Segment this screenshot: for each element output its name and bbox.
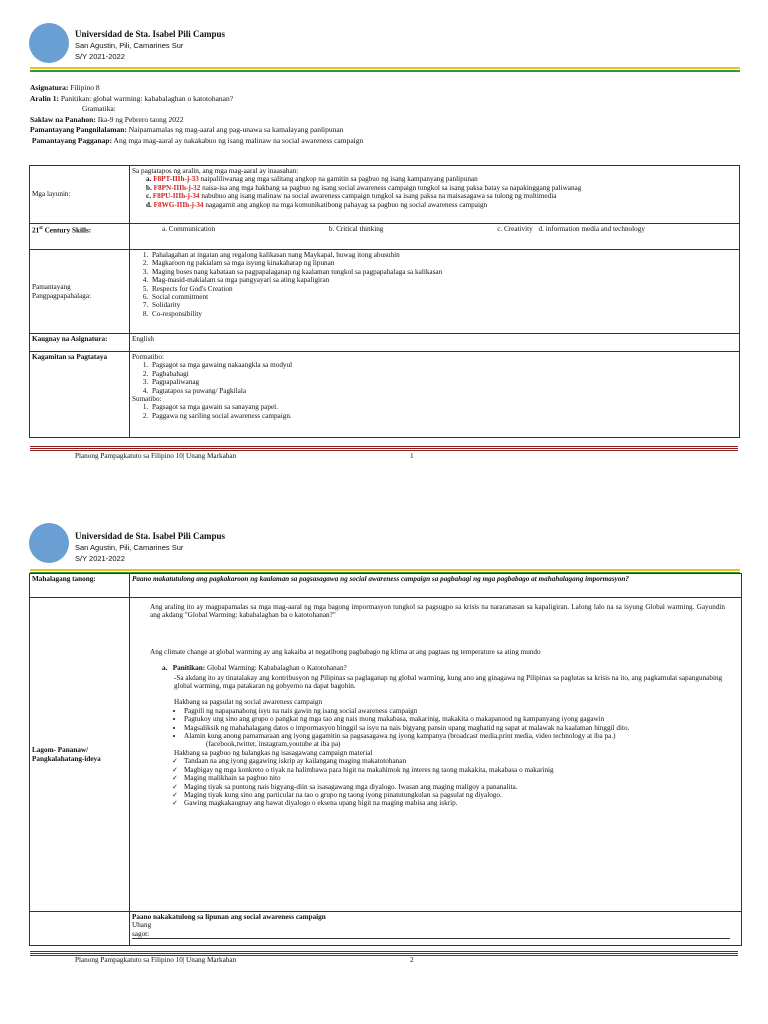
- skill-item: a. Communication: [162, 225, 216, 233]
- skill-item: d. information media and technology: [538, 225, 645, 233]
- layunin-label: Mga layunin:: [30, 166, 130, 224]
- empty-label-cell: [30, 912, 130, 946]
- balangkas-list: [132, 757, 739, 807]
- checklist-item: ✓ Maging tiyak sa puntong nais bigyang-diin sa isasagawang mga diyalogo. Iwasan ang maging maligoy a pananalita.: [184, 783, 739, 791]
- footer-rule: [30, 446, 738, 451]
- pagpapahalaga-cell: [130, 250, 740, 334]
- checklist-item: ✓ Maging malikhain sa pagbuo nito: [184, 774, 739, 782]
- lagom-cell: [130, 598, 742, 912]
- question-text: Paano nakakatulong sa lipunan ang social awareness campaign: [132, 913, 326, 921]
- page-number: 1: [410, 452, 414, 460]
- list-item: 2. Magkaroon ng pakialam sa mga isyung kinakaharap ng lipunan: [150, 259, 737, 267]
- list-item: 4. Pagtatapos sa puwang/ Pagkilala: [150, 387, 737, 395]
- pagganap-value: Ang mga mag-aaral ay nakakabuo ng isang malinaw na social awareness campaign: [112, 135, 364, 145]
- gramatika-label: Gramatika:: [82, 104, 116, 113]
- list-item: 3. Maging boses nang kabataan sa pagpapalaganap ng kaalaman tungkol sa pagpapahalaga sa kalikasan: [150, 268, 737, 276]
- list-item: 5. Respects for God's Creation: [150, 285, 737, 293]
- list-item: • Pagpili ng napapanahong isyu na nais gawin ng isang social awareness campaign: [184, 707, 739, 715]
- list-item: 3. Pagpapaliwanag: [150, 378, 737, 386]
- skill-item: c. Creativity: [497, 225, 533, 233]
- list-item: 6. Social commitment: [150, 293, 737, 301]
- list-item: 7. Solidarity: [150, 301, 737, 309]
- lagom-label: Lagom- Pananaw/ Pangkalahatang-ideya: [30, 598, 130, 912]
- lesson-table-2: [29, 573, 742, 946]
- list-item: 8. Co-responsibility: [150, 310, 737, 318]
- hakbang-title: Hakbang sa pagsulat ng social awareness campaign: [174, 698, 323, 707]
- page-2: [0, 500, 768, 1024]
- layunin-item: b. F8PN-IIIh-j-32 naisa-isa ang mga hakbang sa pagbuo ng isang social awareness campaign tungkol sa isang paksa batay sa napakinggang paliwanag: [146, 183, 582, 192]
- layunin-list: [132, 175, 737, 209]
- university-name: Universidad de Sta. Isabel Pili Campus: [75, 29, 226, 39]
- page-number: 2: [410, 956, 414, 964]
- pagganap-label: Pamantayang Pagganap:: [31, 135, 113, 145]
- layunin-intro: Sa pagtatapos ng aralin, ang mga mag-aaral ay inaasahan:: [132, 167, 299, 175]
- skills-label: 21st Century Skills:: [30, 224, 130, 250]
- checklist-item: ✓ Gawing magkakaugnay ang bawat diyalogo o eksena upang higit na maging mabisa ang iskrip.: [184, 799, 739, 807]
- page-footer: [75, 452, 414, 460]
- page-header: [75, 29, 225, 62]
- list-item: 1. Pagsagot sa mga gawain sa sanayang papel.: [150, 403, 737, 411]
- checklist-item: ✓ Magbigay ng mga konkreto o tiyak na halimbawa para higit na makahimok ng interes ng taong makakita, makabasa o makarinig: [184, 766, 739, 774]
- aralin-label: Aralin 1:: [30, 93, 59, 103]
- kaugnay-value: English: [130, 334, 740, 352]
- page-footer: [75, 956, 414, 964]
- layunin-item: d. F8WG-IIIh-j-34 nagagamit ang angkop na mga komunikatibong pahayag sa pagbuo ng social awareness campaign: [146, 200, 488, 209]
- page-header: [75, 531, 225, 564]
- uhang-label: Uhang: [132, 921, 152, 930]
- panitikan-line: a. Panitikan: Global Warming: Kababalaghan o Katotohanan?: [162, 664, 347, 673]
- sagot-line: sagot:: [132, 930, 730, 939]
- footer-text: Planong Pampagkatuto sa Filipino 10| Unang Markahan: [75, 452, 237, 460]
- pagpapahalaga-label: Pamantayang Pangpagpapahalaga:: [30, 250, 130, 334]
- hakbang-list: [132, 707, 739, 741]
- list-item: • Pagtukoy ung sino ang grupo o pangkat ng mga tao ang nais mong makabasa, makarinig, makakita o makapanood ng kampanyang iyong gagawin: [184, 715, 739, 723]
- akda-summary: -Sa akdang ito ay tinatalakay ang kontribusyon ng Pilipinas sa paglaganap ng global warming, kung ano ang ginagawa ng Pilipinas sa paglutas sa krisis na ito, ang pagkamulat sapangunabing global warming, mga patakaran ng gobyerno na dapat bagohin.: [174, 673, 723, 691]
- page-1: [0, 0, 768, 490]
- list-item: • Alamin kung anong pamamaraan ang iyong gagamitin sa pagsasagawa ng iyong kampanya (broadcast media,print media, video technology at iba pa.): [184, 732, 739, 740]
- kagamitan-label: Kagamitan sa Pagtataya: [30, 352, 130, 438]
- question-cell: [130, 912, 742, 946]
- tanong-value: Paano makatutulong ang pagkakaroon ng kaalaman sa pagsasagawa ng social awareness campaign sa pagbahagi ng mga pagbabago at mahahalagang impormasyon?: [130, 574, 742, 598]
- pormatibo-list: [132, 361, 737, 395]
- pangnilalaman-value: Naipamamalas ng mag-aaral ang pag-unawa sa kamalayang panlipunan: [126, 125, 344, 134]
- sumatibo-list: [132, 403, 737, 420]
- layunin-cell: [130, 166, 740, 224]
- aralin-value: Panitikan: global warming: kababalaghan o katotohanan?: [58, 93, 234, 103]
- kagamitan-cell: [130, 352, 740, 438]
- skills-cell: [130, 224, 740, 250]
- saklaw-value: Ika-9 ng Pebrero taong 2022: [95, 114, 184, 124]
- school-year: S/Y 2021-2022: [75, 554, 125, 563]
- asignatura-label: Asignatura:: [30, 83, 69, 92]
- media-examples: (facebook,twitter, instagram,youtube at iba pa): [206, 740, 341, 749]
- kaugnay-label: Kaugnay na Asignatura:: [30, 334, 130, 352]
- lagom-intro: Ang araling ito ay magpapamalas sa mga mag-aaral ng mga bagong impormasyon tungkol sa pagsugpo sa krisis na nararanasan sa kapaligiran. Lalong lalo na sa isyung Global warming. Gayundin ang akdang "Global Warming: kababalaghan ba o katotohanan?": [150, 603, 725, 620]
- balangkas-title: Hakbang sa pagbuo ng balangkas ng isasagawang campaign material: [174, 748, 373, 757]
- lesson-meta: [30, 83, 730, 146]
- list-item: • Magsaliksik ng mahahalagang datos o impormasyon hinggil sa isyu na nais bigyang pansin upang maghatid ng sapat at malawak na kaalaman hinggil dito.: [184, 724, 739, 732]
- checklist-item: ✓ Maging tiyak kung sino ang particular na tao o grupo ng taong iyong pinatutungkulan sa pagsulat ng diyalogo.: [184, 791, 739, 799]
- layunin-item: a. F8PT-IIIh-j-33 naipaliliwanag ang mga salitang angkop na gamitin sa pagbuo ng isang kampanyang panlipunan: [146, 175, 478, 184]
- pagpapahalaga-list: [132, 251, 737, 318]
- pormatibo-label: Pormatibo:: [132, 353, 164, 361]
- saklaw-label: Saklaw na Panahon:: [30, 114, 96, 124]
- skill-item: b. Critical thinking: [328, 225, 384, 233]
- climate-paragraph: Ang climate change at global warming ay ang kakaiba at negatibong pagbabago ng klima at ang pagtaas ng temperature sa ating mundo: [150, 647, 541, 656]
- checklist-item: ✓ Tandaan na ang iyong gagawing iskrip ay kailangang maging makatotohanan: [184, 757, 739, 765]
- list-item: 4. Mag-masid-makialam sa mga pangyayari sa ating kapaligiran: [150, 276, 737, 284]
- tanong-label: Mahalagang tanong:: [30, 574, 130, 598]
- university-logo: [29, 23, 69, 63]
- list-item: 2. Pagbabahagi: [150, 370, 737, 378]
- sumatibo-label: Sumatibo:: [132, 395, 162, 404]
- university-name: Universidad de Sta. Isabel Pili Campus: [75, 531, 226, 541]
- lesson-table-1: [29, 165, 740, 438]
- list-item: 1. Pagsagot sa mga gawaing nakaangkla sa modyul: [150, 361, 737, 369]
- header-stripe: [30, 67, 740, 72]
- list-item: 1. Pahalagahan at ingatan ang regalong kalikasan nang Maykapal, huwag itong abusuhin: [150, 251, 737, 259]
- school-year: S/Y 2021-2022: [75, 52, 125, 61]
- pangnilalaman-label: Pamantayang Pangnilalaman:: [30, 125, 127, 134]
- list-item: 2. Paggawa ng sariling social awareness campaign.: [150, 412, 737, 420]
- asignatura-value: Filipino 8: [68, 83, 100, 92]
- footer-text: Planong Pampagkatuto sa Filipino 10| Unang Markahan: [75, 956, 237, 964]
- university-address: San Agustin, Pili, Camarines Sur: [75, 41, 184, 50]
- layunin-item: c. F8PU-IIIh-j-34 nabubuo ang isang malinaw na social awareness campaign tungkol sa isang paksa na maisasagawa sa tulong ng multimedia: [146, 192, 557, 201]
- university-address: San Agustin, Pili, Camarines Sur: [75, 543, 184, 552]
- university-logo: [29, 523, 69, 563]
